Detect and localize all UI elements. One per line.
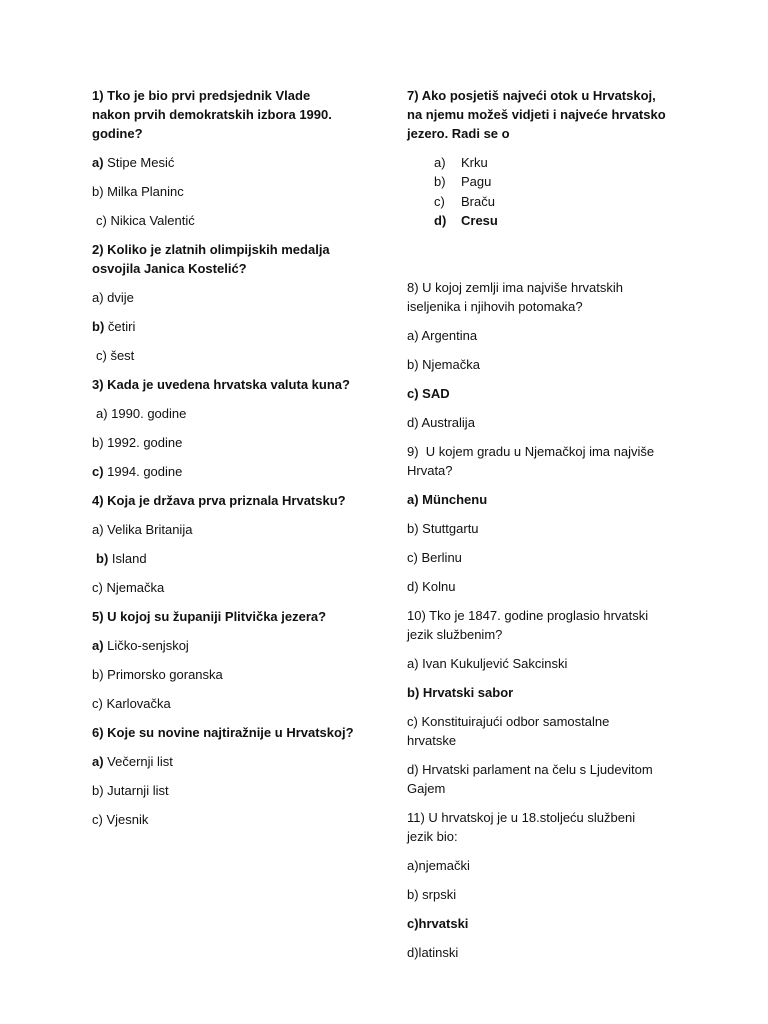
answer-option <box>92 694 382 713</box>
answer-option: c) SAD <box>407 386 450 402</box>
option-text: Krku <box>461 155 488 170</box>
answer-option: c)hrvatski <box>407 916 469 932</box>
option-text: Milka Planinc <box>103 184 184 199</box>
question-text: nakon prvih demokratskih izbora 1990. <box>92 107 332 122</box>
question-text: Hrvata? <box>407 463 453 479</box>
question-3 <box>92 375 382 394</box>
answer-option: d)latinski <box>407 945 459 961</box>
answer-option <box>407 712 697 750</box>
question-text: 9) U kojem gradu u Njemačkoj ima najviše <box>407 444 655 460</box>
option-letter: c) <box>92 696 103 711</box>
answer-option: a)njemački <box>407 858 470 874</box>
option-letter: b) <box>96 551 109 566</box>
answer-option: b) Njemačka <box>407 357 480 373</box>
option-letter: b) <box>92 319 105 334</box>
option-text: Velika Britanija <box>103 522 193 537</box>
option-text: 1992. godine <box>103 435 183 450</box>
option-text: Jutarnji list <box>103 783 169 798</box>
option-text: d) Hrvatski parlament na čelu s Ljudevitom <box>407 762 653 778</box>
question-text: jezero. Radi se o <box>407 126 510 141</box>
list-item <box>407 192 697 211</box>
question-text: 10) Tko je 1847. godine proglasio hrvatski <box>407 608 649 624</box>
option-letter: a) <box>434 155 446 170</box>
question-text: 8) U kojoj zemlji ima najviše hrvatskih <box>407 280 624 296</box>
option-letter: c) <box>96 213 107 228</box>
option-letter: b) <box>92 184 104 199</box>
question-text: 2) Koliko je zlatnih olimpijskih medalja <box>92 242 330 257</box>
question-text: jezik službenim? <box>407 627 503 643</box>
option-text: 1994. godine <box>103 464 183 479</box>
answer-option <box>92 182 382 201</box>
question-6 <box>92 723 382 742</box>
option-text: Stipe Mesić <box>103 155 175 170</box>
answer-option <box>407 683 697 702</box>
option-text: a) Ivan Kukuljević Sakcinski <box>407 656 568 672</box>
question-text: 4) Koja je država prva priznala Hrvatsku? <box>92 493 346 508</box>
list-item <box>407 153 697 172</box>
answer-option: c) Berlinu <box>407 550 462 566</box>
answer-option <box>92 317 382 336</box>
option-text: Island <box>108 551 147 566</box>
question-4 <box>92 491 382 510</box>
option-text: Braču <box>461 193 495 209</box>
list-item <box>407 211 697 230</box>
option-letter: d) <box>434 212 447 228</box>
answer-option: b) srpski <box>407 887 457 903</box>
option-letter: c) <box>92 812 103 827</box>
answer-option <box>92 211 382 230</box>
option-letter: b) <box>434 174 446 190</box>
answer-option <box>92 665 382 684</box>
option-text: c) Konstituirajući odbor samostalne <box>407 714 610 730</box>
answer-option: b) Stuttgartu <box>407 521 479 537</box>
question-text: 5) U kojoj su županiji Plitvička jezera? <box>92 609 327 624</box>
answer-option <box>92 636 382 655</box>
option-letter: b) <box>92 435 104 450</box>
option-text: Njemačka <box>102 580 165 595</box>
option-letter: c) <box>96 348 107 363</box>
option-letter: c) <box>92 464 104 479</box>
answer-list <box>407 153 697 230</box>
option-letter: c) <box>92 580 103 595</box>
question-2 <box>92 240 382 278</box>
question-text: na njemu možeš vidjeti i najveće hrvatsko <box>407 107 666 122</box>
option-text: Primorsko goranska <box>103 667 223 682</box>
answer-option <box>407 760 697 798</box>
question-text: 11) U hrvatskoj je u 18.stoljeću službeni <box>407 810 636 826</box>
option-text: šest <box>106 348 135 363</box>
answer-option <box>92 578 382 597</box>
option-text: Nikica Valentić <box>106 213 195 228</box>
answer-option <box>92 462 382 481</box>
left-column <box>92 86 382 839</box>
answer-option <box>92 810 382 829</box>
option-letter: a) <box>92 155 104 170</box>
option-letter: c) <box>434 193 445 209</box>
question-text: godine? <box>92 126 143 141</box>
answer-option: d) Kolnu <box>407 579 456 595</box>
question-7 <box>407 86 697 143</box>
answer-option <box>92 404 382 423</box>
question-5 <box>92 607 382 626</box>
option-letter: a) <box>92 638 104 653</box>
option-text: Cresu <box>461 212 498 228</box>
option-letter: a) <box>92 522 104 537</box>
question-text: 1) Tko je bio prvi predsjednik Vlade <box>92 88 311 103</box>
question-text: 6) Koje su novine najtiražnije u Hrvatskoj? <box>92 725 354 740</box>
option-text: četiri <box>104 319 136 334</box>
option-letter: a) <box>92 754 104 769</box>
answer-option <box>92 346 382 365</box>
question-text: jezik bio: <box>407 829 458 845</box>
option-text: hrvatske <box>407 733 457 749</box>
answer-option: a) Münchenu <box>407 492 488 508</box>
option-letter: b) <box>92 783 104 798</box>
question-text: iseljenika i njihovih potomaka? <box>407 299 583 315</box>
question-text: 3) Kada je uvedena hrvatska valuta kuna? <box>92 377 350 392</box>
answer-option <box>92 781 382 800</box>
spacer <box>407 240 697 278</box>
option-letter: a) <box>92 290 104 305</box>
answer-option: a) Argentina <box>407 328 478 344</box>
question-8 <box>407 278 697 316</box>
answer-option <box>92 520 382 539</box>
option-text: dvije <box>103 290 134 305</box>
question-text: 7) Ako posjetiš najveći otok u Hrvatskoj, <box>407 88 656 103</box>
option-text: Večernji list <box>103 754 173 769</box>
list-item <box>407 172 697 191</box>
answer-option <box>92 549 382 568</box>
answer-option: d) Australija <box>407 415 475 431</box>
option-text: Ličko-senjskoj <box>103 638 189 653</box>
answer-option <box>92 153 382 172</box>
question-11 <box>407 808 697 846</box>
option-text: 1990. godine <box>107 406 187 421</box>
answer-option <box>92 433 382 452</box>
option-text: Karlovačka <box>102 696 171 711</box>
option-text: Vjesnik <box>102 812 149 827</box>
right-column <box>407 86 697 972</box>
option-text: Pagu <box>461 174 492 190</box>
option-letter: b) <box>92 667 104 682</box>
option-text: Gajem <box>407 781 446 797</box>
answer-option <box>92 752 382 771</box>
answer-option <box>407 654 697 673</box>
question-text: osvojila Janica Kostelić? <box>92 261 247 276</box>
question-9 <box>407 442 697 480</box>
question-1 <box>92 86 382 143</box>
answer-option <box>92 288 382 307</box>
option-text: b) Hrvatski sabor <box>407 685 514 701</box>
option-letter: a) <box>96 406 108 421</box>
question-10 <box>407 606 697 644</box>
